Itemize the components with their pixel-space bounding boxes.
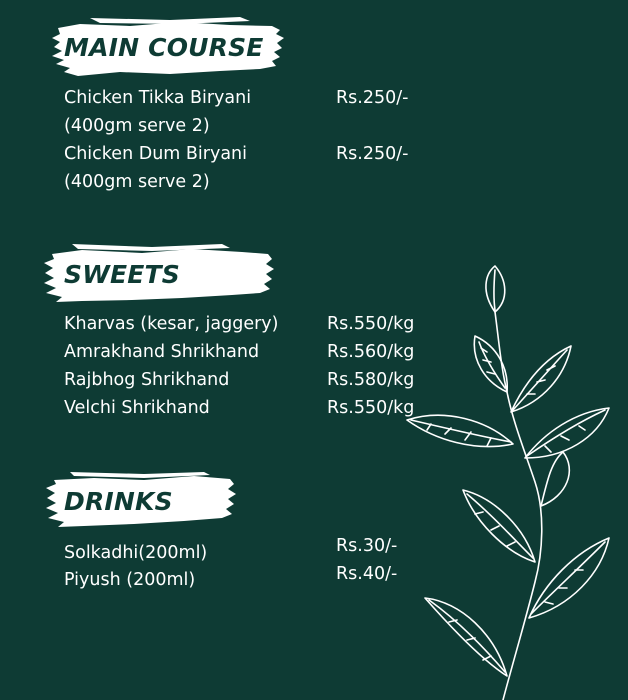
menu-item-price: Rs.580/kg: [327, 370, 415, 390]
section-heading-main-course: [50, 14, 286, 76]
section-title: DRINKS: [64, 487, 173, 516]
menu-item-price: Rs.250/-: [336, 88, 409, 108]
menu-item-name: Amrakhand Shrikhand: [64, 342, 260, 362]
section-heading-drinks: [44, 470, 240, 532]
menu-item-name: Chicken Dum Biryani: [64, 144, 247, 164]
menu-item-name: Piyush (200ml): [64, 570, 196, 590]
menu-item-price: Rs.550/kg: [327, 314, 415, 334]
menu-item-price: Rs.560/kg: [327, 342, 415, 362]
menu-item-name: Chicken Tikka Biryani: [64, 88, 252, 108]
menu-item-name: Rajbhog Shrikhand: [64, 370, 230, 390]
menu-item-name: Velchi Shrikhand: [64, 398, 210, 418]
menu-item-name: Kharvas (kesar, jaggery): [64, 314, 279, 334]
menu-item-name: Solkadhi(200ml): [64, 543, 208, 563]
section-title: MAIN COURSE: [64, 33, 264, 62]
menu-item-price: Rs.40/-: [336, 564, 398, 584]
menu-item-price: Rs.550/kg: [327, 398, 415, 418]
section-heading-sweets: [42, 242, 276, 304]
leaf-branch-icon: [395, 262, 628, 700]
menu-item-name-detail: (400gm serve 2): [64, 172, 210, 192]
menu-item-name-detail: (400gm serve 2): [64, 116, 210, 136]
section-title: SWEETS: [64, 260, 180, 289]
menu-item-price: Rs.30/-: [336, 536, 398, 556]
menu-item-price: Rs.250/-: [336, 144, 409, 164]
